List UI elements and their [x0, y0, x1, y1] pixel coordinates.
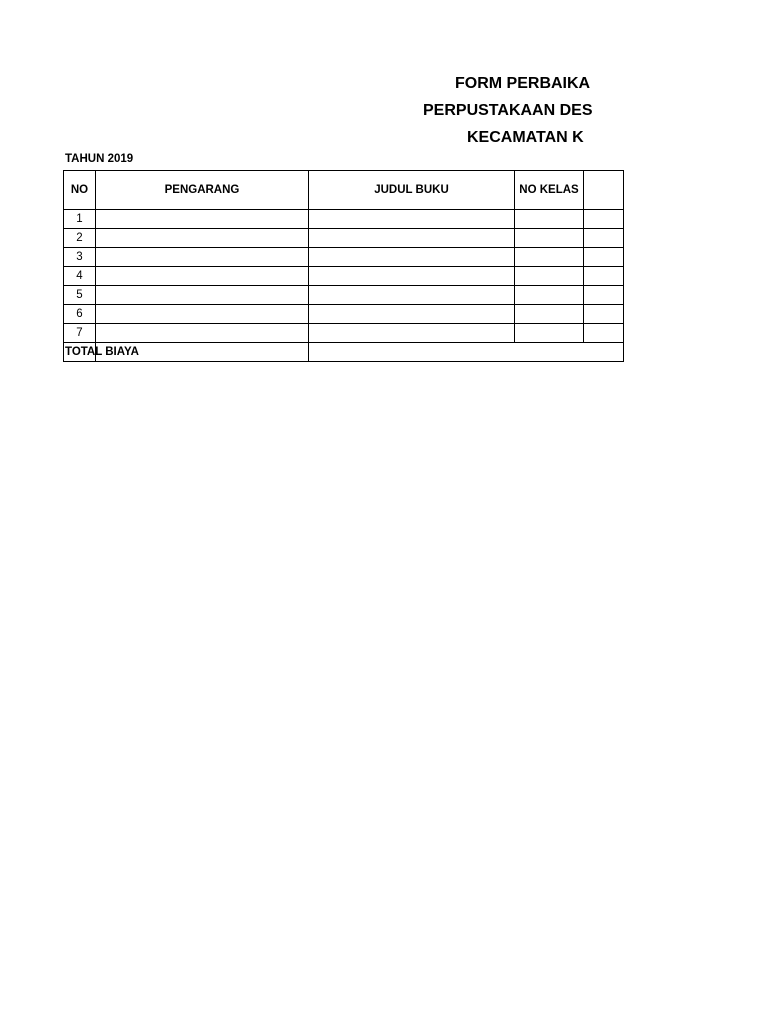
cell-extra[interactable]: [584, 305, 624, 324]
cell-judul-buku[interactable]: [309, 305, 515, 324]
table-row: [64, 286, 624, 305]
cell-no-kelas[interactable]: [515, 267, 584, 286]
cell-pengarang[interactable]: [96, 324, 309, 343]
row-number: 7: [64, 324, 96, 343]
total-biaya-label-cell: [64, 343, 139, 362]
row-number: 4: [64, 267, 96, 286]
row-number: 5: [64, 286, 96, 305]
cell-judul-buku[interactable]: [309, 229, 515, 248]
table-row: [64, 248, 624, 267]
cell-no-kelas[interactable]: [515, 324, 584, 343]
cell-judul-buku[interactable]: [309, 324, 515, 343]
header-judul-buku: JUDUL BUKU: [309, 171, 515, 210]
cell-judul-buku[interactable]: [309, 267, 515, 286]
cell-extra[interactable]: [584, 324, 624, 343]
row-number: 3: [64, 248, 96, 267]
total-biaya-value[interactable]: [309, 343, 624, 362]
table-row: [64, 267, 624, 286]
cell-extra[interactable]: [584, 248, 624, 267]
row-number: 6: [64, 305, 96, 324]
repair-form-table: [63, 170, 624, 362]
form-title-line-1: FORM PERBAIKA: [455, 75, 591, 92]
row-number: 2: [64, 229, 96, 248]
cell-pengarang[interactable]: [96, 286, 309, 305]
cell-extra[interactable]: [584, 286, 624, 305]
header-no: NO: [64, 171, 96, 210]
cell-judul-buku[interactable]: [309, 286, 515, 305]
total-biaya-label: TOTAL BIAYA: [65, 346, 139, 358]
cell-no-kelas[interactable]: [515, 248, 584, 267]
cell-pengarang[interactable]: [96, 248, 309, 267]
cell-no-kelas[interactable]: [515, 305, 584, 324]
cell-pengarang[interactable]: [96, 267, 309, 286]
table-row: [64, 305, 624, 324]
cell-no-kelas[interactable]: [515, 229, 584, 248]
table-header-row: [64, 171, 624, 210]
total-row: [64, 343, 624, 362]
cell-pengarang[interactable]: [96, 229, 309, 248]
header-pengarang: PENGARANG: [96, 171, 309, 210]
table-row: [64, 324, 624, 343]
cell-no-kelas[interactable]: [515, 210, 584, 229]
cell-judul-buku[interactable]: [309, 248, 515, 267]
table-row: [64, 210, 624, 229]
cell-extra[interactable]: [584, 267, 624, 286]
cell-no-kelas[interactable]: [515, 286, 584, 305]
cell-pengarang[interactable]: [96, 305, 309, 324]
form-title-line-3: KECAMATAN K: [467, 129, 584, 146]
row-number: 1: [64, 210, 96, 229]
cell-judul-buku[interactable]: [309, 210, 515, 229]
cell-pengarang[interactable]: [96, 210, 309, 229]
header-no-kelas: NO KELAS: [515, 171, 584, 210]
form-title-line-2: PERPUSTAKAAN DES: [423, 102, 593, 119]
header-extra: [584, 171, 624, 210]
table-row: [64, 229, 624, 248]
year-label: TAHUN 2019: [65, 153, 134, 165]
cell-extra[interactable]: [584, 210, 624, 229]
cell-extra[interactable]: [584, 229, 624, 248]
